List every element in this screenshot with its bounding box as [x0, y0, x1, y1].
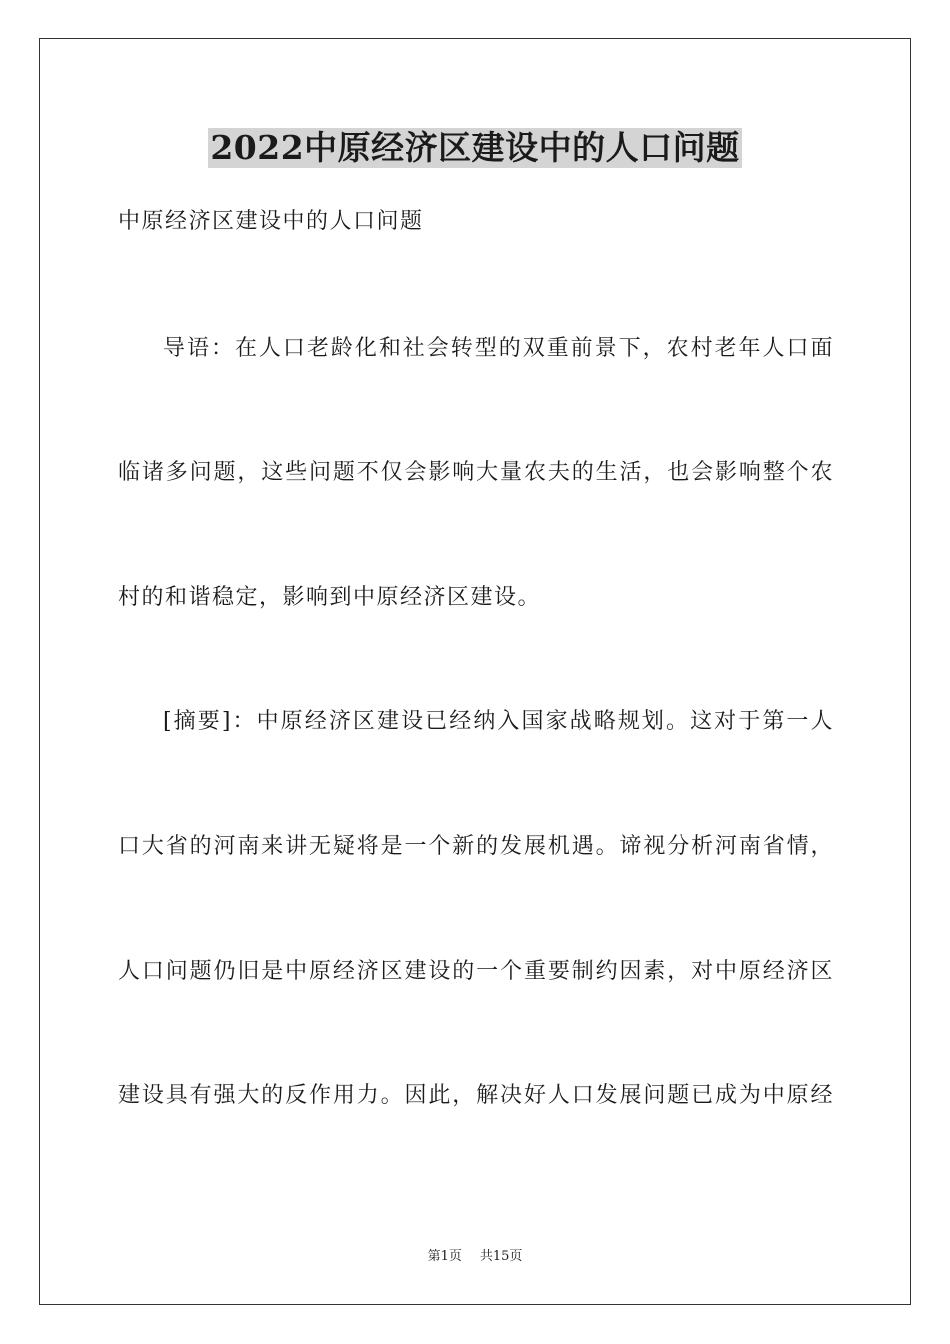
page-number: 第1页: [427, 1249, 462, 1264]
paragraph-line: 临诸多问题，这些问题不仅会影响大量农夫的生活，也会影响整个农: [118, 460, 834, 485]
document-subtitle: 中原经济区建设中的人口问题: [118, 209, 424, 234]
paragraph-line: 建设具有强大的反作用力。因此，解决好人口发展问题已成为中原经: [118, 1083, 834, 1108]
paragraph-line: 导语：在人口老龄化和社会转型的双重前景下，农村老年人口面: [163, 336, 834, 361]
paragraph-line: 村的和谐稳定，影响到中原经济区建设。: [118, 585, 542, 610]
page-footer: [0, 1249, 950, 1265]
paragraph-line: [摘要]：中原经济区建设已经纳入国家战略规划。这对于第一人: [163, 709, 834, 734]
paragraph-line: 口大省的河南来讲无疑将是一个新的发展机遇。谛视分析河南省情，: [118, 834, 834, 859]
document-title: 2022中原经济区建设中的人口问题: [210, 128, 740, 167]
title-container: [0, 128, 950, 168]
page-total: 共15页: [479, 1249, 523, 1264]
paragraph-line: 人口问题仍旧是中原经济区建设的一个重要制约因素，对中原经济区: [118, 959, 834, 984]
